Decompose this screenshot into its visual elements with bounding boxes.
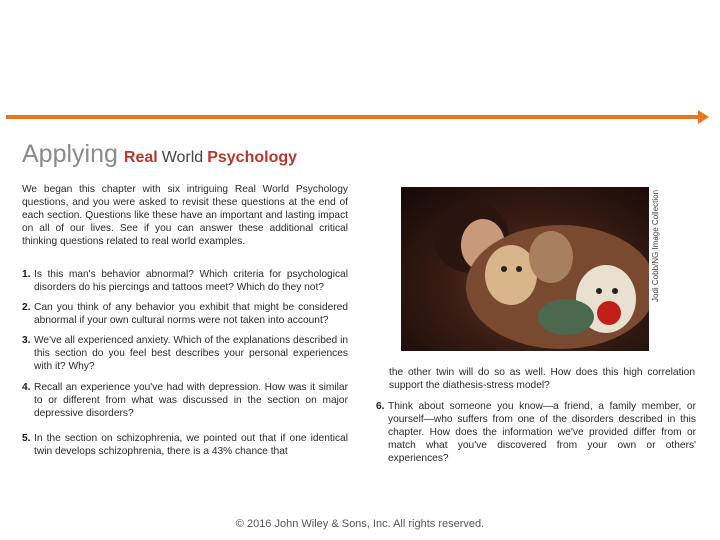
heading-world: World: [161, 149, 204, 166]
photo-credit: Jodi Cobb/NG Image Collection: [651, 190, 660, 303]
question-text: Think about someone you know—a friend, a family member, or yourself—who suffers from one of the disorders described in this chapter. How does the information we've provided differ from or match what you've discovered from your own or others' experiences?: [388, 401, 696, 464]
question-text: Is this man's behavior abnormal? Which criteria for psychological disorders do his piercings and tattoos meet? Which do they not?: [34, 269, 348, 293]
question-number: 3.: [22, 335, 31, 346]
tattoo-photo: [401, 187, 649, 351]
heading-applying: Applying: [22, 140, 118, 168]
question-text: Recall an experience you've had with depression. How was it similar to or different from what was discussed in the section on major depressive disorders?: [34, 382, 348, 419]
section-heading: [22, 140, 297, 169]
question-6: [376, 400, 696, 465]
question-5-continuation: the other twin will do so as well. How does this high correlation support the diathesis-stress model?: [389, 367, 695, 391]
question-text: In the section on schizophrenia, we pointed out that if one identical twin develops schizophrenia, there is a 43% chance that: [34, 433, 348, 457]
question-number: 4.: [22, 382, 31, 393]
tattoo-illustration: [401, 187, 649, 351]
orange-divider-line: [6, 115, 700, 119]
heading-psychology: Psychology: [207, 149, 298, 166]
question-number: 1.: [22, 269, 31, 280]
copyright-footer: © 2016 John Wiley & Sons, Inc. All rights reserved.: [235, 518, 485, 530]
question-text: We've all experienced anxiety. Which of the explanations described in this section do you feel best describes your personal experiences with it? Why?: [34, 335, 348, 372]
question-1: [22, 268, 348, 294]
question-text: Can you think of any behavior you exhibit that might be considered abnormal if your own cultural norms were not taken into account?: [34, 302, 348, 326]
question-number: 2.: [22, 302, 31, 313]
heading-real: Real: [123, 149, 158, 166]
arrow-head-icon: [698, 110, 709, 124]
question-5: [22, 432, 348, 458]
question-number: 5.: [22, 433, 31, 444]
question-3: [22, 334, 348, 373]
question-number: 6.: [376, 401, 385, 412]
intro-paragraph: We began this chapter with six intriguing Real World Psychology questions, and you were asked to revisit these questions at the end of each section. Questions like these have an important and lasting impact on all of our lives. See if you can answer these additional critical thinking questions related to real world examples.: [22, 184, 348, 247]
question-2: [22, 301, 348, 327]
question-4: [22, 381, 348, 420]
